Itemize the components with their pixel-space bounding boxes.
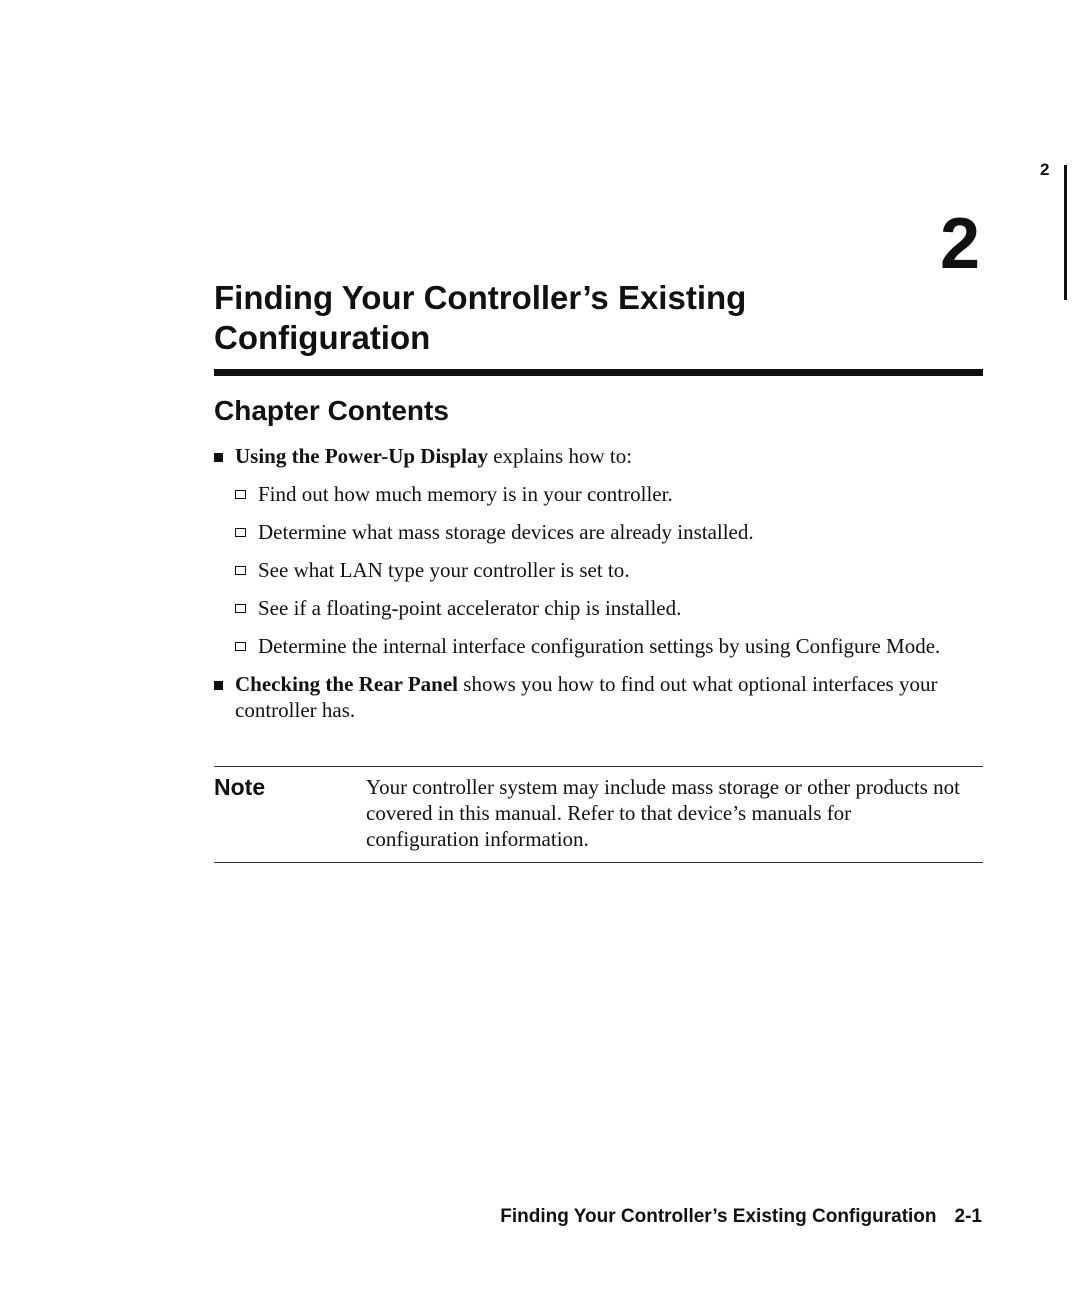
- title-rule: [214, 369, 983, 376]
- sub-list-item-text: Determine the internal interface configuration settings by using Configure Mode.: [258, 634, 941, 658]
- list-item: [214, 443, 984, 469]
- chapter-tab-bar: [1064, 165, 1067, 300]
- sub-list-item: [258, 519, 984, 545]
- hollow-square-bullet-icon: [235, 528, 246, 537]
- chapter-contents-heading: Chapter Contents: [214, 395, 449, 426]
- hollow-square-bullet-icon: [235, 490, 246, 499]
- footer-title: Finding Your Controller’s Existing Configuration: [500, 1206, 937, 1227]
- square-bullet-icon: [214, 453, 223, 462]
- note-label: Note: [214, 774, 266, 800]
- chapter-tab-number: 2: [1040, 160, 1050, 179]
- sub-list-item-text: Find out how much memory is in your controller.: [258, 482, 673, 506]
- note-top-rule: [214, 766, 983, 767]
- chapter-title-line-1: Finding Your Controller’s Existing: [214, 279, 747, 316]
- sub-list-item-text: See if a floating-point accelerator chip is installed.: [258, 596, 682, 620]
- page-number: 2-1: [954, 1206, 982, 1227]
- sub-list-item: [258, 481, 984, 507]
- hollow-square-bullet-icon: [235, 642, 246, 651]
- page-footer: [440, 1206, 982, 1228]
- square-bullet-icon: [214, 681, 223, 690]
- chapter-contents-list: [214, 443, 984, 723]
- sub-list-item: [258, 633, 984, 659]
- sub-list-item-text: See what LAN type your controller is set to.: [258, 558, 630, 582]
- sub-list-item: [258, 557, 984, 583]
- note-text: Your controller system may include mass storage or other products not covered in this manual. Refer to that device’s manuals for configuration information.: [366, 775, 960, 851]
- list-item-text: shows you how to find out what optional interfaces your controller has.: [235, 672, 938, 722]
- list-item: [214, 671, 984, 723]
- hollow-square-bullet-icon: [235, 566, 246, 575]
- chapter-title-line-2: Configuration: [214, 319, 431, 356]
- note-bottom-rule: [214, 862, 983, 863]
- chapter-title: [214, 278, 914, 358]
- chapter-number: 2: [940, 204, 981, 284]
- list-item-text: explains how to:: [487, 444, 633, 468]
- list-item-lead: Checking the Rear Panel: [235, 672, 459, 696]
- hollow-square-bullet-icon: [235, 604, 246, 613]
- list-item-lead: Using the Power-Up Display: [235, 444, 488, 468]
- sub-list-item-text: Determine what mass storage devices are already installed.: [258, 520, 754, 544]
- sub-list-item: [258, 595, 984, 621]
